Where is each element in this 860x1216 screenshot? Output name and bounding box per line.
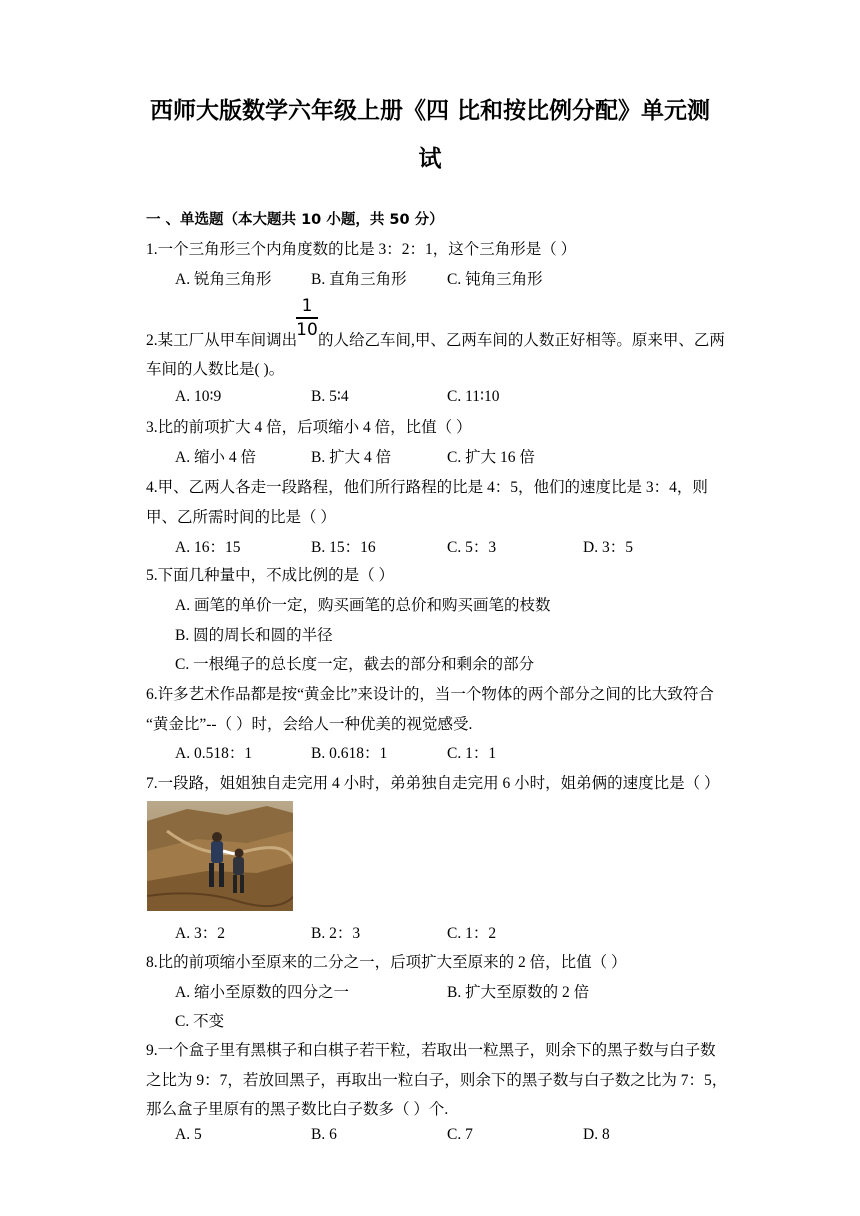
- question-5-option-c: C. 一根绳子的总长度一定，截去的部分和剩余的部分: [175, 656, 535, 673]
- question-2-text-line2: 车间的人数比是( )。: [146, 361, 285, 378]
- question-9-text-line3: 那么盒子里原有的黑子数比白子数多（ ）个.: [146, 1101, 449, 1118]
- question-8-option-b: B. 扩大至原数的 2 倍: [447, 984, 590, 1001]
- section-header: 一 、单选题（本大题共 10 小题，共 50 分）: [146, 212, 444, 228]
- question-9-text: 9.一个盒子里有黑棋子和白棋子若干粒，若取出一粒黑子，则余下的黑子数与白子数: [146, 1042, 716, 1059]
- question-4-text: 4.甲、乙两人各走一段路程，他们所行路程的比是 4：5，他们的速度比是 3：4，则: [146, 479, 708, 496]
- question-2-fraction: [296, 296, 318, 340]
- question-6-option-c: C. 1：1: [447, 745, 497, 762]
- question-7-option-b: B. 2：3: [311, 925, 361, 942]
- document-title-line1: 西师大版数学六年级上册《四 比和按比例分配》单元测: [149, 98, 710, 124]
- question-3-option-a: A. 缩小 4 倍: [175, 449, 256, 466]
- hillside-photo: [147, 801, 293, 911]
- fraction-numerator: 1: [301, 296, 313, 316]
- question-5-option-a: A. 画笔的单价一定，购买画笔的总价和购买画笔的枝数: [175, 597, 551, 614]
- question-8-text: 8.比的前项缩小至原来的二分之一，后项扩大至原来的 2 倍，比值（ ）: [146, 954, 627, 971]
- question-3-option-c: C. 扩大 16 倍: [447, 449, 535, 466]
- question-6-option-a: A. 0.518：1: [175, 745, 253, 762]
- question-1-option-c: C. 钝角三角形: [447, 271, 543, 288]
- question-9-text-line2: 之比为 9：7，若放回黑子，再取出一粒白子，则余下的黑子数与白子数之比为 7：5，: [146, 1072, 728, 1089]
- question-7-option-c: C. 1：2: [447, 925, 497, 942]
- question-6-text: 6.许多艺术作品都是按“黄金比”来设计的，当一个物体的两个部分之间的比大致符合: [146, 686, 714, 703]
- fraction-bar: [296, 317, 318, 319]
- question-2-text-post: 的人给乙车间,甲、乙两车间的人数正好相等。原来甲、乙两: [318, 332, 725, 349]
- question-4-text-line2: 甲、乙所需时间的比是（ ）: [146, 509, 336, 526]
- question-3-option-b: B. 扩大 4 倍: [311, 449, 392, 466]
- question-2-option-a: A. 10∶9: [175, 388, 222, 405]
- question-4-option-d: D. 3：5: [583, 539, 633, 556]
- question-2-option-c: C. 11∶10: [447, 388, 500, 405]
- question-9-option-b: B. 6: [311, 1126, 337, 1143]
- document-title-line2: 试: [418, 146, 442, 172]
- question-6-option-b: B. 0.618：1: [311, 745, 388, 762]
- question-7-photo: [147, 801, 293, 911]
- question-9-option-d: D. 8: [583, 1126, 610, 1143]
- question-1-option-a: A. 锐角三角形: [175, 271, 272, 288]
- question-4-option-b: B. 15：16: [311, 539, 376, 556]
- question-4-option-c: C. 5：3: [447, 539, 497, 556]
- question-8-option-a: A. 缩小至原数的四分之一: [175, 984, 349, 1001]
- question-6-text-line2: “黄金比”--（ ）时，会给人一种优美的视觉感受.: [146, 716, 473, 733]
- question-4-option-a: A. 16：15: [175, 539, 241, 556]
- question-5-option-b: B. 圆的周长和圆的半径: [175, 627, 333, 644]
- question-3-text: 3.比的前项扩大 4 倍，后项缩小 4 倍，比值（ ）: [146, 419, 472, 436]
- question-1-text: 1.一个三角形三个内角度数的比是 3：2：1，这个三角形是（ ）: [146, 241, 577, 258]
- question-9-option-c: C. 7: [447, 1126, 473, 1143]
- question-7-option-a: A. 3：2: [175, 925, 225, 942]
- question-2-text-pre: 2.某工厂从甲车间调出: [146, 332, 298, 349]
- question-9-option-a: A. 5: [175, 1126, 202, 1143]
- question-2-option-b: B. 5∶4: [311, 388, 349, 405]
- fraction-denominator: 10: [296, 319, 318, 340]
- question-7-text: 7.一段路，姐姐独自走完用 4 小时，弟弟独自走完用 6 小时，姐弟俩的速度比是（ ）: [146, 775, 720, 792]
- question-8-option-c: C. 不变: [175, 1013, 225, 1030]
- question-1-option-b: B. 直角三角形: [311, 271, 407, 288]
- question-5-text: 5.下面几种量中，不成比例的是（ ）: [146, 567, 395, 584]
